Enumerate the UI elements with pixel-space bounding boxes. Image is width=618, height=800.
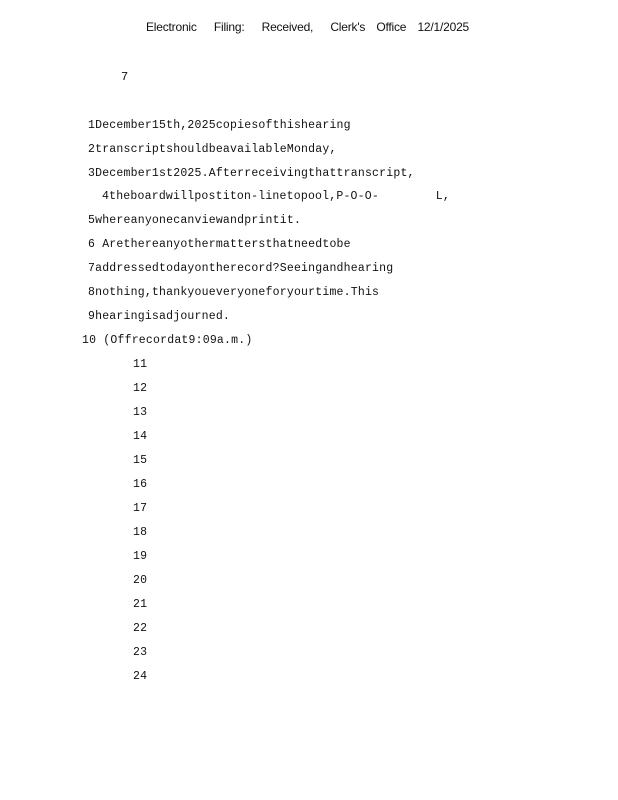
line-text: December1st2025.Afterreceivingthattranscript, — [95, 167, 415, 180]
header-clerks: Clerk's — [330, 20, 366, 34]
transcript-line — [133, 358, 147, 371]
transcript-line — [88, 143, 337, 156]
line-number: 11 — [133, 358, 148, 371]
electronic-filing-header — [146, 20, 483, 34]
line-text: (Offrecordat9:09a.m.) — [96, 334, 253, 347]
line-number: 20 — [133, 574, 148, 587]
transcript-line — [88, 310, 230, 323]
transcript-line — [133, 598, 147, 611]
transcript-line — [133, 670, 147, 683]
line-number: 8 — [88, 286, 96, 299]
line-number: 23 — [133, 646, 148, 659]
header-electronic: Electronic — [146, 20, 197, 34]
transcript-line — [133, 406, 147, 419]
transcript-line — [88, 262, 393, 275]
transcript-line — [133, 454, 147, 467]
transcript-line — [88, 119, 351, 132]
transcript-line — [88, 214, 301, 227]
line-number: 3 — [88, 167, 96, 180]
line-text: transcriptshouldbeavailableMonday, — [95, 143, 337, 156]
page-number: 7 — [121, 70, 129, 84]
transcript-line — [133, 622, 147, 635]
line-number: 18 — [133, 526, 148, 539]
transcript-line — [133, 574, 147, 587]
line-number: 10 — [82, 334, 97, 347]
line-number: 6 — [88, 238, 96, 251]
line-number: 7 — [88, 262, 96, 275]
line-text: nothing,thankyoueveryoneforyourtime.This — [95, 286, 380, 299]
line-text: hearingisadjourned. — [95, 310, 231, 323]
header-office: Office — [376, 20, 407, 34]
line-number: 5 — [88, 214, 96, 227]
header-received: Received, — [261, 20, 314, 34]
transcript-line — [133, 526, 147, 539]
line-number: 15 — [133, 454, 148, 467]
transcript-line — [133, 382, 147, 395]
line-text: Arethereanyothermattersthatneedtobe — [95, 238, 351, 251]
header-filing: Filing: — [213, 20, 245, 34]
transcript-line — [88, 167, 415, 180]
line-number: 16 — [133, 478, 148, 491]
transcript-line — [133, 430, 147, 443]
transcript-line — [133, 550, 147, 563]
line-number: 2 — [88, 143, 96, 156]
line-number: 9 — [88, 310, 96, 323]
line-number: 22 — [133, 622, 148, 635]
transcript-line — [133, 478, 147, 491]
header-date: 12/1/2025 — [417, 20, 470, 34]
line-text: December15th,2025copiesofthishearing — [95, 119, 351, 132]
line-number: 14 — [133, 430, 148, 443]
line-number: 13 — [133, 406, 148, 419]
line-number: 12 — [133, 382, 148, 395]
transcript-line — [88, 286, 379, 299]
transcript-line — [82, 334, 252, 347]
line-number: 24 — [133, 670, 148, 683]
line-text: addressedtodayontherecord?Seeingandhearing — [95, 262, 394, 275]
line-number: 21 — [133, 598, 148, 611]
line-number: 4 — [102, 190, 110, 203]
transcript-line — [102, 190, 450, 203]
transcript-line — [133, 502, 147, 515]
line-text: theboardwillpostiton-linetopool,P-O-O- L, — [109, 190, 450, 203]
transcript-line — [133, 646, 147, 659]
line-number: 17 — [133, 502, 148, 515]
line-text: whereanyonecanviewandprintit. — [95, 214, 302, 227]
line-number: 19 — [133, 550, 148, 563]
transcript-line — [88, 238, 351, 251]
line-number: 1 — [88, 119, 96, 132]
